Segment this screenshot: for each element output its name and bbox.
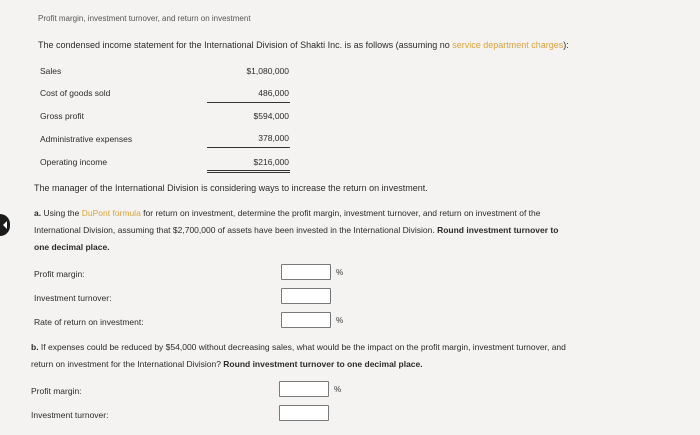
gross-profit-value: $594,000	[253, 111, 289, 121]
part-a-investment-turnover-label: Investment turnover:	[34, 293, 112, 303]
gross-profit-label: Gross profit	[40, 111, 84, 121]
previous-arrow-tab[interactable]	[0, 214, 10, 236]
admin-expenses-value: 378,000	[258, 133, 289, 143]
dupont-formula-link[interactable]: DuPont formula	[81, 208, 141, 218]
part-a-profit-margin-label: Profit margin:	[34, 269, 85, 279]
part-b-line-2-bold: Round investment turnover to one decimal place.	[223, 359, 423, 369]
intro-text-part: The condensed income statement for the International Division of Shakti Inc. is as follows (assuming no	[38, 40, 453, 50]
operating-income-underline-2	[207, 172, 290, 173]
part-a-line-2-text: International Division, assuming that $2,700,000 of assets have been invested in the International Division.	[34, 225, 438, 235]
cogs-underline	[207, 102, 290, 103]
part-a-investment-turnover-input[interactable]	[281, 288, 331, 304]
part-a-line-2	[34, 225, 558, 235]
part-a-profit-margin-input[interactable]	[281, 264, 331, 280]
part-a-roi-label: Rate of return on investment:	[34, 317, 144, 327]
part-b-prefix: b.	[31, 342, 39, 352]
intro-text-end: ):	[563, 40, 569, 50]
part-a-roi-input[interactable]	[281, 312, 331, 328]
part-a-line-1	[34, 208, 541, 218]
part-b-investment-turnover-input[interactable]	[279, 405, 329, 421]
operating-income-label: Operating income	[40, 157, 108, 167]
part-a-text-1: Using the	[41, 208, 82, 218]
part-a-line-3-bold: one decimal place.	[34, 242, 110, 252]
admin-expenses-label: Administrative expenses	[40, 134, 133, 144]
part-a-prefix: a.	[34, 208, 42, 218]
intro-text	[38, 40, 569, 50]
part-b-profit-margin-input[interactable]	[279, 381, 329, 397]
part-b-profit-margin-unit: %	[334, 385, 342, 394]
cogs-value: 486,000	[258, 88, 289, 98]
sales-label: Sales	[40, 66, 62, 76]
part-a-text-2: for return on investment, determine the profit margin, investment turnover, and return on investment of the	[140, 208, 541, 218]
part-b-line-1-text: If expenses could be reduced by $54,000 without decreasing sales, what would be the impact on the profit margin, investment turnover, and	[38, 342, 566, 352]
operating-income-underline-1	[207, 170, 290, 171]
part-a-roi-unit: %	[336, 316, 344, 325]
page-title: Profit margin, investment turnover, and return on investment	[38, 14, 251, 23]
part-a-line-3	[34, 242, 110, 252]
manager-text: The manager of the International Division is considering ways to increase the return on investment.	[34, 183, 428, 193]
part-a-line-2-bold: Round investment turnover to	[437, 225, 559, 235]
part-b-line-2-text: return on investment for the International Division?	[31, 359, 224, 369]
operating-income-value: $216,000	[253, 157, 289, 167]
part-b-profit-margin-label: Profit margin:	[31, 386, 82, 396]
part-b-line-1	[31, 342, 566, 352]
cogs-label: Cost of goods sold	[40, 88, 111, 98]
part-a-profit-margin-unit: %	[336, 268, 344, 277]
admin-underline	[207, 147, 290, 148]
service-department-charges-link[interactable]: service department charges	[452, 40, 564, 50]
part-b-investment-turnover-label: Investment turnover:	[31, 410, 109, 420]
part-b-line-2	[31, 359, 423, 369]
sales-value: $1,080,000	[246, 66, 289, 76]
